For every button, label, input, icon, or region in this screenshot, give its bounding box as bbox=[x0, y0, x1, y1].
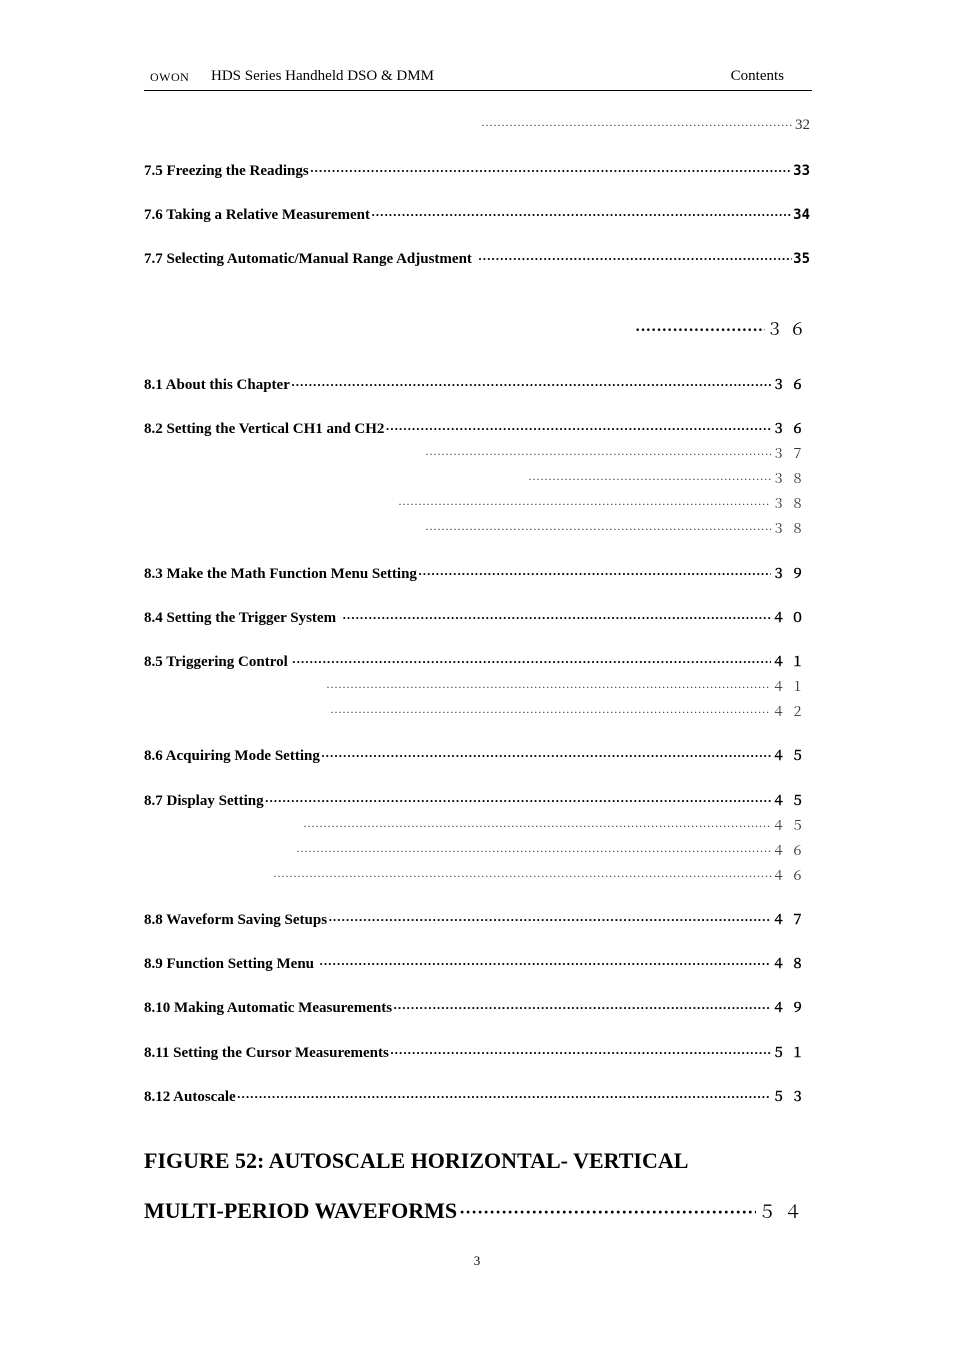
dot-leader bbox=[310, 163, 792, 179]
toc-entry-7-5[interactable] bbox=[144, 163, 810, 183]
dot-leader bbox=[326, 680, 771, 695]
toc-page: ４５ bbox=[771, 749, 810, 764]
toc-subentry[interactable] bbox=[329, 701, 810, 721]
toc-page: ４１ bbox=[771, 680, 810, 695]
toc-subentry[interactable] bbox=[527, 468, 810, 488]
toc-page: 35 bbox=[793, 251, 810, 267]
dot-leader bbox=[478, 251, 792, 267]
page-header bbox=[144, 68, 812, 91]
toc-entry-chapter-8[interactable] bbox=[634, 315, 812, 339]
toc-page: ３６ bbox=[771, 422, 810, 437]
toc-subentry[interactable] bbox=[272, 865, 810, 885]
toc-entry-8-12[interactable] bbox=[144, 1086, 810, 1106]
toc-page: ５３ bbox=[771, 1090, 810, 1105]
dot-leader bbox=[425, 447, 771, 462]
toc-page: ４６ bbox=[771, 844, 810, 859]
toc-page: ４１ bbox=[771, 655, 810, 670]
toc-entry-8-10[interactable] bbox=[144, 997, 810, 1017]
dot-leader bbox=[292, 654, 771, 670]
toc-subentry[interactable] bbox=[302, 815, 810, 835]
toc-entry-8-6[interactable] bbox=[144, 745, 810, 765]
toc-entry-7-6[interactable] bbox=[144, 207, 810, 227]
toc-title: 8.9 Function Setting Menu bbox=[144, 956, 315, 972]
toc-title: 8.12 Autoscale bbox=[144, 1089, 236, 1105]
toc-title: 7.5 Freezing the Readings bbox=[144, 163, 309, 179]
toc-title: 7.6 Taking a Relative Measurement bbox=[144, 207, 370, 223]
toc-entry-8-5[interactable] bbox=[144, 651, 810, 671]
dot-leader bbox=[385, 421, 771, 437]
toc-title: 8.10 Making Automatic Measurements bbox=[144, 1000, 393, 1016]
toc-entry-untitled[interactable] bbox=[480, 117, 810, 137]
toc-entry-7-7[interactable] bbox=[144, 251, 810, 271]
toc-subentry[interactable] bbox=[424, 443, 810, 463]
toc-page: 32 bbox=[795, 117, 810, 133]
dot-leader bbox=[291, 377, 771, 393]
toc-figure-52-line1[interactable] bbox=[144, 1148, 810, 1178]
toc-title: MULTI-PERIOD WAVEFORMS bbox=[144, 1198, 458, 1223]
toc-page: ３８ bbox=[771, 497, 810, 512]
toc-subentry[interactable] bbox=[397, 493, 810, 513]
toc-subentry[interactable] bbox=[424, 518, 810, 538]
toc-entry-8-11[interactable] bbox=[144, 1042, 810, 1062]
toc-page: ４５ bbox=[771, 794, 810, 809]
toc-entry-8-7[interactable] bbox=[144, 790, 810, 810]
section-title: Contents bbox=[730, 68, 784, 84]
dot-leader bbox=[319, 956, 771, 972]
toc-entry-8-4[interactable] bbox=[144, 607, 810, 627]
dot-leader bbox=[393, 1000, 771, 1016]
toc-title: 8.11 Setting the Cursor Measurements bbox=[144, 1045, 389, 1061]
toc-title: 8.6 Acquiring Mode Setting bbox=[144, 748, 320, 764]
toc-title: 8.3 Make the Math Function Menu Setting bbox=[144, 566, 417, 582]
dot-leader bbox=[265, 793, 771, 809]
toc-page: 33 bbox=[793, 163, 810, 179]
document-title: HDS Series Handheld DSO & DMM bbox=[211, 68, 434, 84]
dot-leader bbox=[303, 819, 771, 834]
dot-leader bbox=[328, 912, 771, 928]
toc-page: ４９ bbox=[771, 1001, 810, 1016]
toc-page: 34 bbox=[793, 207, 810, 223]
dot-leader bbox=[390, 1045, 771, 1061]
toc-title: 7.7 Selecting Automatic/Manual Range Adjustment bbox=[144, 251, 472, 267]
dot-leader bbox=[398, 497, 771, 512]
toc-title: FIGURE 52: AUTOSCALE HORIZONTAL- VERTICAL bbox=[144, 1148, 689, 1173]
dot-leader bbox=[425, 522, 771, 537]
toc-title: 8.8 Waveform Saving Setups bbox=[144, 912, 328, 928]
toc-entry-8-1[interactable] bbox=[144, 374, 810, 394]
dot-leader bbox=[330, 705, 771, 720]
toc-title: 8.1 About this Chapter bbox=[144, 377, 290, 393]
toc-page: ４６ bbox=[771, 869, 810, 884]
toc-entry-8-8[interactable] bbox=[144, 909, 810, 929]
dot-leader bbox=[321, 748, 771, 764]
toc-figure-52-line2[interactable] bbox=[144, 1198, 810, 1228]
dot-leader bbox=[273, 869, 771, 884]
dot-leader bbox=[237, 1089, 771, 1105]
page-number: 3 bbox=[473, 1253, 481, 1268]
toc-entry-8-9[interactable] bbox=[144, 953, 810, 973]
toc-title: 8.7 Display Setting bbox=[144, 793, 264, 809]
toc-page: ５４ bbox=[758, 1202, 810, 1223]
toc-entry-8-2[interactable] bbox=[144, 418, 810, 438]
toc-subentry[interactable] bbox=[295, 840, 810, 860]
toc-page: ５１ bbox=[771, 1046, 810, 1061]
toc-subentry[interactable] bbox=[325, 676, 810, 696]
toc-page: ３８ bbox=[771, 472, 810, 487]
toc-entry-8-3[interactable] bbox=[144, 563, 810, 583]
dot-leader bbox=[635, 322, 765, 339]
toc-title: 8.2 Setting the Vertical CH1 and CH2 bbox=[144, 421, 385, 437]
dot-leader bbox=[418, 566, 771, 582]
dot-leader bbox=[342, 610, 771, 626]
toc-page: ３７ bbox=[771, 447, 810, 462]
toc-page: ３８ bbox=[771, 522, 810, 537]
toc-title: 8.5 Triggering Control bbox=[144, 654, 288, 670]
dot-leader bbox=[296, 844, 771, 859]
toc-page: ４５ bbox=[771, 819, 810, 834]
toc-page: ３６ bbox=[771, 378, 810, 393]
toc-page: ４８ bbox=[771, 957, 810, 972]
toc-page: ３９ bbox=[771, 567, 810, 582]
toc-page: ４２ bbox=[771, 705, 810, 720]
toc-title: 8.4 Setting the Trigger System bbox=[144, 610, 337, 626]
toc-page: ４０ bbox=[771, 611, 810, 626]
brand-name: OWON bbox=[150, 70, 190, 84]
dot-leader bbox=[371, 207, 792, 223]
dot-leader bbox=[528, 472, 771, 487]
dot-leader bbox=[481, 118, 794, 133]
toc-page: ４７ bbox=[771, 913, 810, 928]
toc-page: ３６ bbox=[766, 320, 812, 339]
dot-leader bbox=[459, 1202, 756, 1223]
